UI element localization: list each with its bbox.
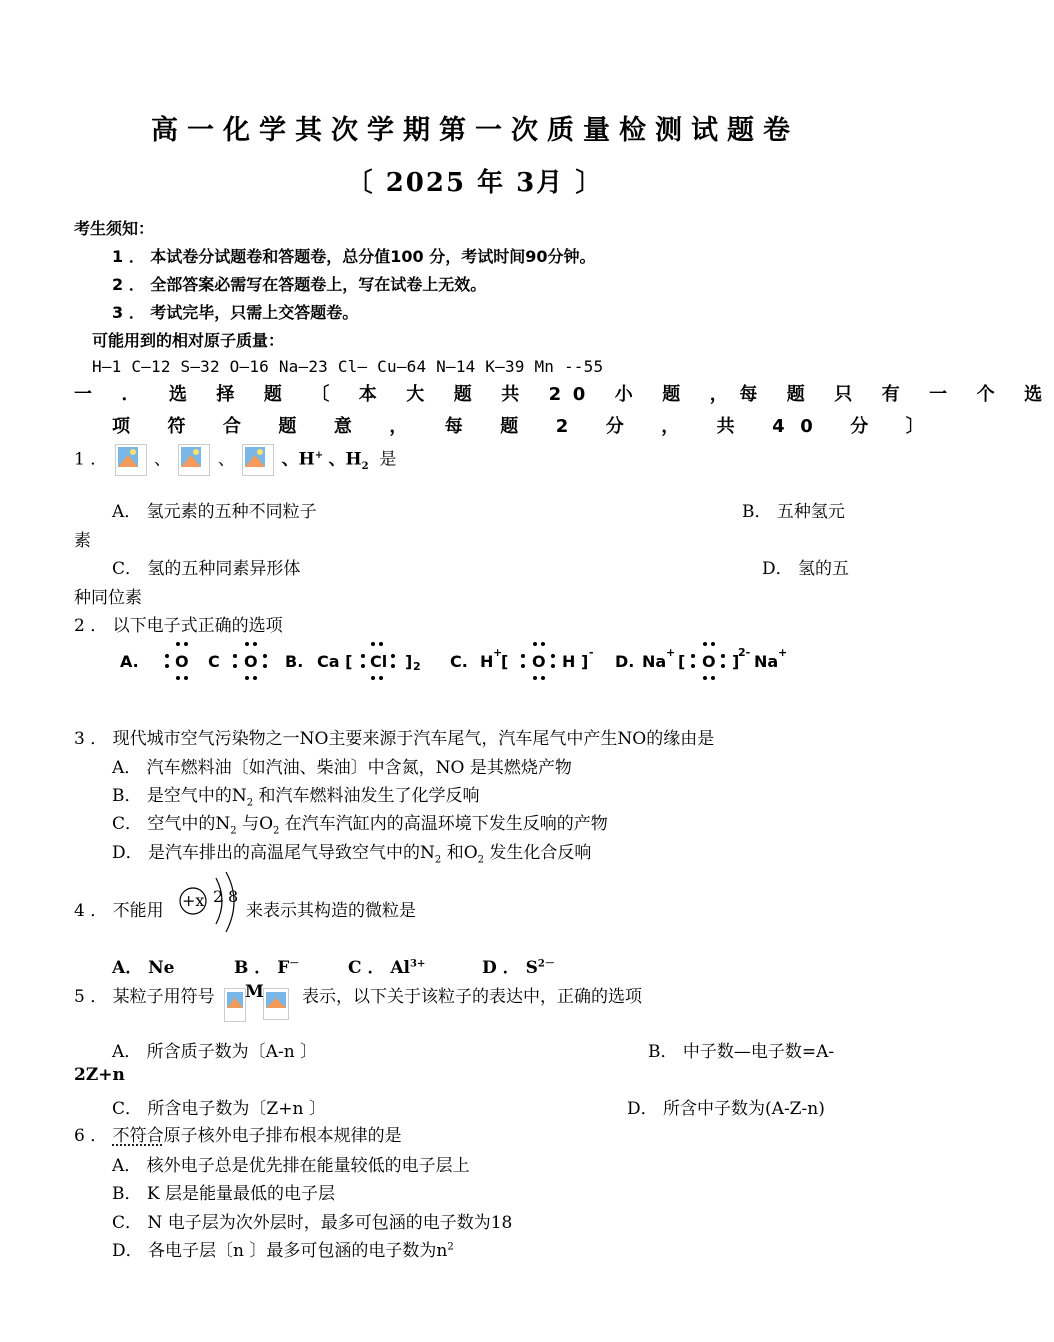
shell-1-electrons: 2 [213,887,224,906]
q6-option-b: B． K 层是能量最低的电子层 [112,1184,335,1204]
q1-number: 1 ． [74,449,108,470]
q2-b-chlorine: Cl [370,652,388,671]
atomic-masses: H—1 C—12 S—32 O—16 Na—23 Cl— Cu—64 N—14 K—39 Mn --55 [92,357,604,376]
exam-date: 〔 2025 年 3月 〕 [346,168,604,198]
q5-symbol-prefix-image [224,988,246,1022]
q4-option-b: B ． F－ [234,958,300,978]
q5-option-b-cont: 2Z+n [74,1065,125,1085]
atomic-mass-heading: 可能用到的相对原子质量： [92,331,285,350]
q1-option-c: C． 氢的五种同素异形体 [112,559,301,579]
q5-symbol: M [245,982,264,1002]
q6-option-d: D． 各电子层〔n 〕最多可包涵的电子数为$n^2$ [112,1241,454,1261]
q1-option-a: A． 氢元素的五种不同粒子 [112,502,317,522]
notice-item-1: 1 ． 本试卷分试题卷和答题卷，总分值100 分，考试时间90分钟。 [112,247,596,266]
q5-option-a: A． 所含质子数为〔A-n 〕 [112,1042,318,1062]
q3-option-c: C． 空气中的$N_2$ 与$O_2$ 在汽车汽缸内的高温环境下发生反响的产物 [112,814,608,837]
q3-option-d: D． 是汽车排出的高温尾气导致空气中的$N_2$ 和$O_2$ 发生化合反响 [112,843,592,866]
q2-option-b-label: B. [285,652,304,671]
section-heading-line1: 一 ． 选 择 题 〔 本 大 题 共 20 小 题 ，每 题 只 有 一 个 选 [74,384,1054,405]
question-1: 1 ． 、 、 、H+ 、$H_2$ 是 [74,444,396,476]
q2-b-calcium: Ca [ [317,652,353,671]
hydrogen-isotope-1-image [115,444,147,476]
q2-a-oxygen-1: O [175,652,189,671]
question-5-stem-post: 表示，以下关于该粒子的表达中，正确的选项 [302,987,642,1007]
question-6-stem: 6 ． 不符合原子核外电子排布根本规律的是 [74,1126,402,1146]
q2-d-sodium-2: Na [754,652,779,671]
q1-option-d-cont: 种同位素 [74,588,142,608]
q2-a-carbon: C [208,652,220,671]
q2-electron-formulas: A. O C O B. Ca [ Cl ] 2 C. H + [ O H ] - D. Na + [ O ] 2- Na + [120,640,820,684]
notice-heading: 考生须知： [74,219,155,238]
question-3-stem: 3 ． 现代城市空气污染物之一NO主要来源于汽车尾气，汽车尾气中产生NO的缘由是 [74,729,715,749]
q5-option-d: D． 所含中子数为(A-Z-n) [627,1099,825,1119]
q1-option-b: B． 五种氢元 [742,502,845,522]
page-title: 高一化学其次学期第一次质量检测试题卷 [151,115,799,146]
notice-item-2: 2 ． 全部答案必需写在答题卷上，写在试卷上无效。 [112,275,487,294]
q2-electron-dots [120,640,820,684]
q4-option-a: A． Ne [112,958,175,978]
q5-option-c: C． 所含电子数为〔Z+n 〕 [112,1099,326,1119]
q4-option-c: C ． $Al^{3+}$ [348,958,426,978]
hydrogen-isotope-2-image [178,444,210,476]
question-2-stem: 2 ． 以下电子式正确的选项 [74,616,283,636]
q3-option-b: B． 是空气中的$N_2$ 和汽车燃料油发生了化学反响 [112,786,480,809]
q6-option-c: C． N 电子层为次外层时，最多可包涵的电子数为18 [112,1213,513,1233]
q4-option-d: D ． $S^{2-}$ [482,958,555,978]
atomic-structure-diagram [176,870,246,936]
notice-item-3: 3 ． 考试完毕，只需上交答题卷。 [112,303,359,322]
hydrogen-isotope-3-image [242,444,274,476]
q2-option-d-label: D. [615,652,635,671]
q2-c-oxygen: O [532,652,546,671]
q3-option-a: A． 汽车燃料油〔如汽油、柴油〕中含氮，NO 是其燃烧产物 [112,758,572,778]
q6-emphasis: 不符合 [112,1126,164,1146]
question-4-stem-pre: 4 ． 不能用 [74,901,164,921]
question-4-stem-post: 来表示其构造的微粒是 [246,901,416,921]
q2-c-hydrogen-1: H [480,652,494,671]
q2-option-c-label: C. [450,652,468,671]
q5-option-b: B． 中子数—电子数=A- [648,1042,835,1062]
q1-option-b-cont: 素 [74,531,91,551]
q2-d-oxygen: O [702,652,716,671]
q6-option-a: A． 核外电子总是优先排在能量较低的电子层上 [112,1156,470,1176]
q2-d-sodium-1: Na [642,652,667,671]
q1-option-d: D． 氢的五 [762,559,850,579]
q2-a-oxygen-2: O [244,652,258,671]
shell-2-electrons: 8 [228,887,239,906]
q2-option-a-label: A. [120,652,139,671]
q2-c-hydrogen-2: H ] [562,652,589,671]
section-heading-line2: 项 符 合 题 意 ， 每 题 2 分 ， 共 40 分 〕 [112,416,940,437]
question-5-stem: 5 ． 某粒子用符号 [74,987,215,1007]
q5-symbol-suffix-image [263,988,289,1020]
q2-b-bracket: ] [405,652,413,671]
nucleus-charge: +x [182,891,205,910]
